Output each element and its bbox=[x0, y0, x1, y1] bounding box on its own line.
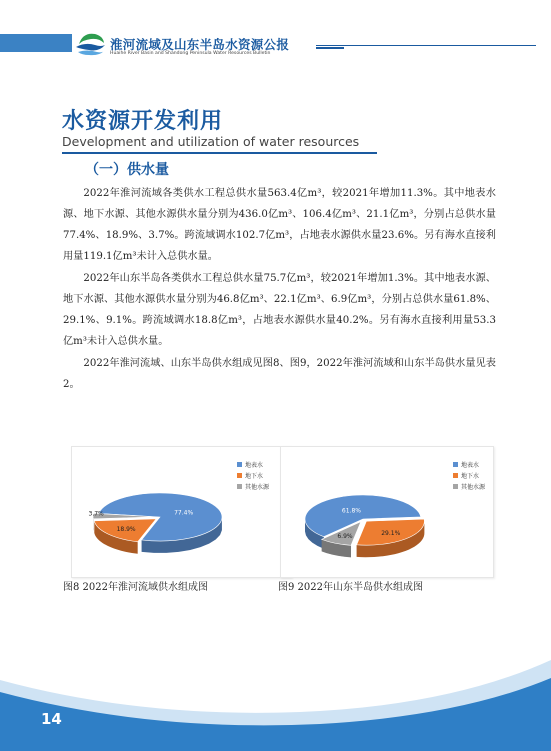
pie-label-0: 61.8% bbox=[341, 507, 361, 515]
section-title-en: Development and utilization of water resources bbox=[62, 134, 360, 149]
paragraph-huaihe: 2022年淮河流域各类供水工程总供水量563.4亿m³，较2021年增加11.3%。其中地表水源、地下水源、其他水源供水量分别为436.0亿m³、106.4亿m³、21.1亿m³，分别占总供水量77.4%、18.9%、3.7%。跨流域调水102.7亿m³，占地表水源供水量23.6%。另有海水直接利用量119.1亿m³未计入总供水量。 bbox=[63, 188, 496, 262]
page-number: 14 bbox=[41, 710, 62, 728]
header-color-band bbox=[0, 34, 72, 52]
logo-icon bbox=[73, 30, 107, 58]
pie-label-2: 3.7% bbox=[88, 510, 104, 518]
footer-wave bbox=[0, 640, 551, 751]
figure-caption-8: 图8 2022年淮河流域供水组成图 bbox=[63, 582, 208, 593]
chart-shandong bbox=[280, 446, 494, 578]
legend-label-2: 其他水源 bbox=[461, 484, 486, 491]
paragraph-shandong: 2022年山东半岛各类供水工程总供水量75.7亿m³，较2021年增加1.3%。其中地表水源、地下水源、其他水源供水量分别为46.8亿m³、22.1亿m³、6.9亿m³，分别占总供水量61.8%、29.1%、9.1%。跨流域调水18.8亿m³，占地表水源供水量40.2%。另有海水直接利用量53.3亿m³未计入总供水量。 bbox=[63, 273, 496, 347]
subsection-title: （一）供水量 bbox=[85, 162, 169, 178]
legend-swatch-0 bbox=[237, 462, 242, 467]
header-title: 淮河流域及山东半岛水资源公报 bbox=[110, 37, 290, 52]
paragraph-reference: 2022年淮河流域、山东半岛供水组成见图8、图9，2022年淮河流域和山东半岛供水量见表2。 bbox=[63, 358, 496, 390]
header-rule bbox=[316, 45, 536, 46]
body-text bbox=[63, 183, 496, 396]
pie-label-2: 6.9% bbox=[337, 533, 353, 541]
header-subtitle: Huaihe River Basin and Shandong Peninsula Water Resources Bulletin bbox=[110, 51, 271, 56]
legend-label-0: 地表水 bbox=[461, 462, 480, 469]
legend-swatch-1 bbox=[237, 473, 242, 478]
pie-label-0: 77.4% bbox=[174, 509, 194, 517]
figure-caption-9: 图9 2022年山东半岛供水组成图 bbox=[278, 582, 423, 593]
chart-huaihe bbox=[71, 446, 292, 578]
section-rule bbox=[62, 152, 377, 154]
legend-swatch-2 bbox=[237, 484, 242, 489]
pie-label-1: 29.1% bbox=[381, 530, 401, 538]
chart-huaihe-svg bbox=[72, 447, 291, 577]
legend-label-2: 其他水源 bbox=[245, 484, 270, 491]
header-rule-accent bbox=[316, 47, 344, 49]
legend-swatch-1 bbox=[453, 473, 458, 478]
chart-shandong-svg bbox=[281, 447, 493, 577]
legend-label-1: 地下水 bbox=[245, 473, 264, 480]
legend-swatch-2 bbox=[453, 484, 458, 489]
legend-swatch-0 bbox=[453, 462, 458, 467]
section-title: 水资源开发利用 bbox=[62, 109, 224, 134]
pie-label-1: 18.9% bbox=[116, 526, 136, 534]
legend-label-0: 地表水 bbox=[245, 462, 264, 469]
legend-label-1: 地下水 bbox=[461, 473, 480, 480]
